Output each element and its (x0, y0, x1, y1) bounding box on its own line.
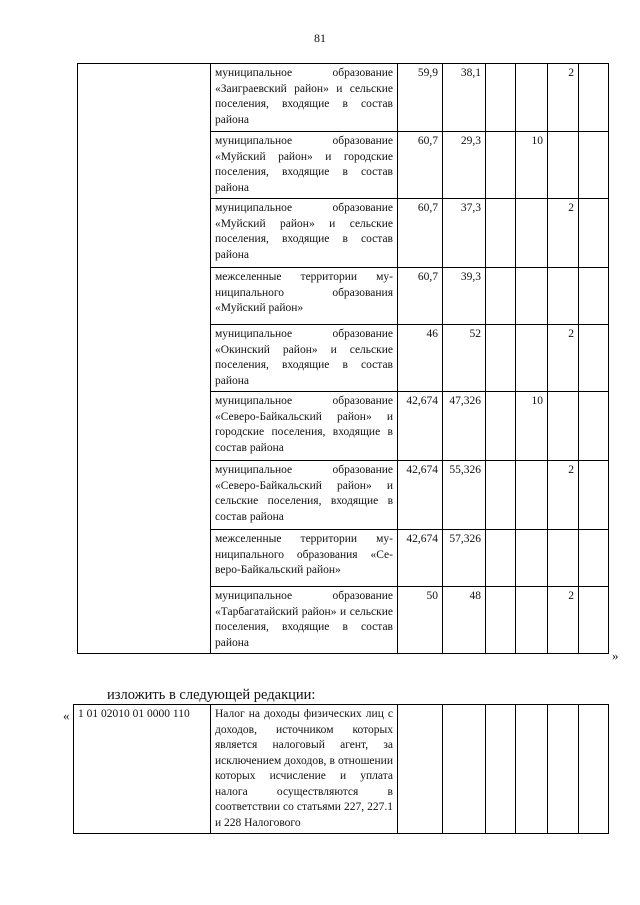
value-cell: 10 (516, 392, 548, 461)
value-cell: 47,326 (443, 392, 486, 461)
value-cell (516, 64, 548, 132)
value-cell: 48 (443, 587, 486, 654)
value-cell (443, 705, 486, 834)
value-cell (516, 325, 548, 392)
value-cell (486, 325, 516, 392)
value-cell (486, 199, 516, 268)
description-cell: муниципальное образование «Северо-Байкальский район» и городские поселения, входящие в состав района (211, 392, 398, 461)
budget-code-cell: 1 01 02010 01 0000 110 (74, 705, 211, 834)
section-caption: изложить в следующей редакции: (107, 687, 316, 703)
value-cell (486, 530, 516, 587)
value-cell: 50 (398, 587, 443, 654)
value-cell (516, 530, 548, 587)
bottom-table (73, 704, 609, 834)
description-cell: муниципальное образование «Муйский район» и сельские поселения, входящие в состав района (211, 199, 398, 268)
value-cell (548, 392, 579, 461)
value-cell (548, 132, 579, 199)
description-cell: межселенные территории муниципального образования «Муйский район» (211, 268, 398, 325)
value-cell (579, 587, 609, 654)
description-cell: муниципальное образование «Тарбагатайский район» и сельские поселения, входящие в состав района (211, 587, 398, 654)
description-cell: муниципальное образование «Северо-Байкальский район» и сельские поселения, входящие в состав района (211, 461, 398, 530)
value-cell (516, 587, 548, 654)
value-cell: 2 (548, 199, 579, 268)
value-cell (486, 461, 516, 530)
value-cell: 2 (548, 325, 579, 392)
value-cell (486, 132, 516, 199)
value-cell (548, 530, 579, 587)
description-cell: муниципальное образование «Муйский район» и городские поселения, входящие в состав района (211, 132, 398, 199)
value-cell (579, 325, 609, 392)
value-cell (579, 199, 609, 268)
value-cell: 2 (548, 64, 579, 132)
value-cell (516, 199, 548, 268)
value-cell (516, 461, 548, 530)
opening-quote: « (63, 708, 70, 723)
value-cell: 52 (443, 325, 486, 392)
value-cell (579, 132, 609, 199)
table-row (78, 64, 609, 132)
value-cell: 42,674 (398, 530, 443, 587)
value-cell: 29,3 (443, 132, 486, 199)
value-cell: 38,1 (443, 64, 486, 132)
value-cell: 59,9 (398, 64, 443, 132)
value-cell (486, 587, 516, 654)
value-cell: 39,3 (443, 268, 486, 325)
value-cell: 42,674 (398, 461, 443, 530)
value-cell (398, 705, 443, 834)
value-cell (486, 268, 516, 325)
value-cell: 2 (548, 587, 579, 654)
value-cell (548, 705, 579, 834)
value-cell (579, 268, 609, 325)
value-cell: 10 (516, 132, 548, 199)
value-cell (486, 64, 516, 132)
value-cell (516, 268, 548, 325)
closing-quote: » (612, 648, 619, 663)
value-cell (579, 64, 609, 132)
value-cell (548, 268, 579, 325)
value-cell: 42,674 (398, 392, 443, 461)
description-cell: муниципальное образование «Заиграевский район» и сельские поселения, входящие в состав района (211, 64, 398, 132)
value-cell: 55,326 (443, 461, 486, 530)
page-number: 81 (314, 31, 326, 45)
top-table (77, 63, 609, 654)
value-cell: 2 (548, 461, 579, 530)
value-cell (516, 705, 548, 834)
value-cell: 37,3 (443, 199, 486, 268)
value-cell: 60,7 (398, 132, 443, 199)
value-cell (579, 392, 609, 461)
code-cell (78, 64, 211, 654)
value-cell: 60,7 (398, 199, 443, 268)
value-cell (579, 530, 609, 587)
value-cell: 46 (398, 325, 443, 392)
table-row (74, 705, 609, 834)
description-cell: Налог на доходы физических лиц с доходов, источником которых является налоговый агент, за исключением доходов, в отношении которых исчисление и уплата налога осуществляются в соответствии со статьями 227, 227.1 и 228 Налогового (211, 705, 398, 834)
value-cell (486, 705, 516, 834)
description-cell: муниципальное образование «Окинский район» и сельские поселения, входящие в состав района (211, 325, 398, 392)
value-cell: 60,7 (398, 268, 443, 325)
value-cell (486, 392, 516, 461)
value-cell (579, 461, 609, 530)
value-cell: 57,326 (443, 530, 486, 587)
value-cell (579, 705, 609, 834)
description-cell: межселенные территории муниципального образования «Северо-Байкальский район» (211, 530, 398, 587)
